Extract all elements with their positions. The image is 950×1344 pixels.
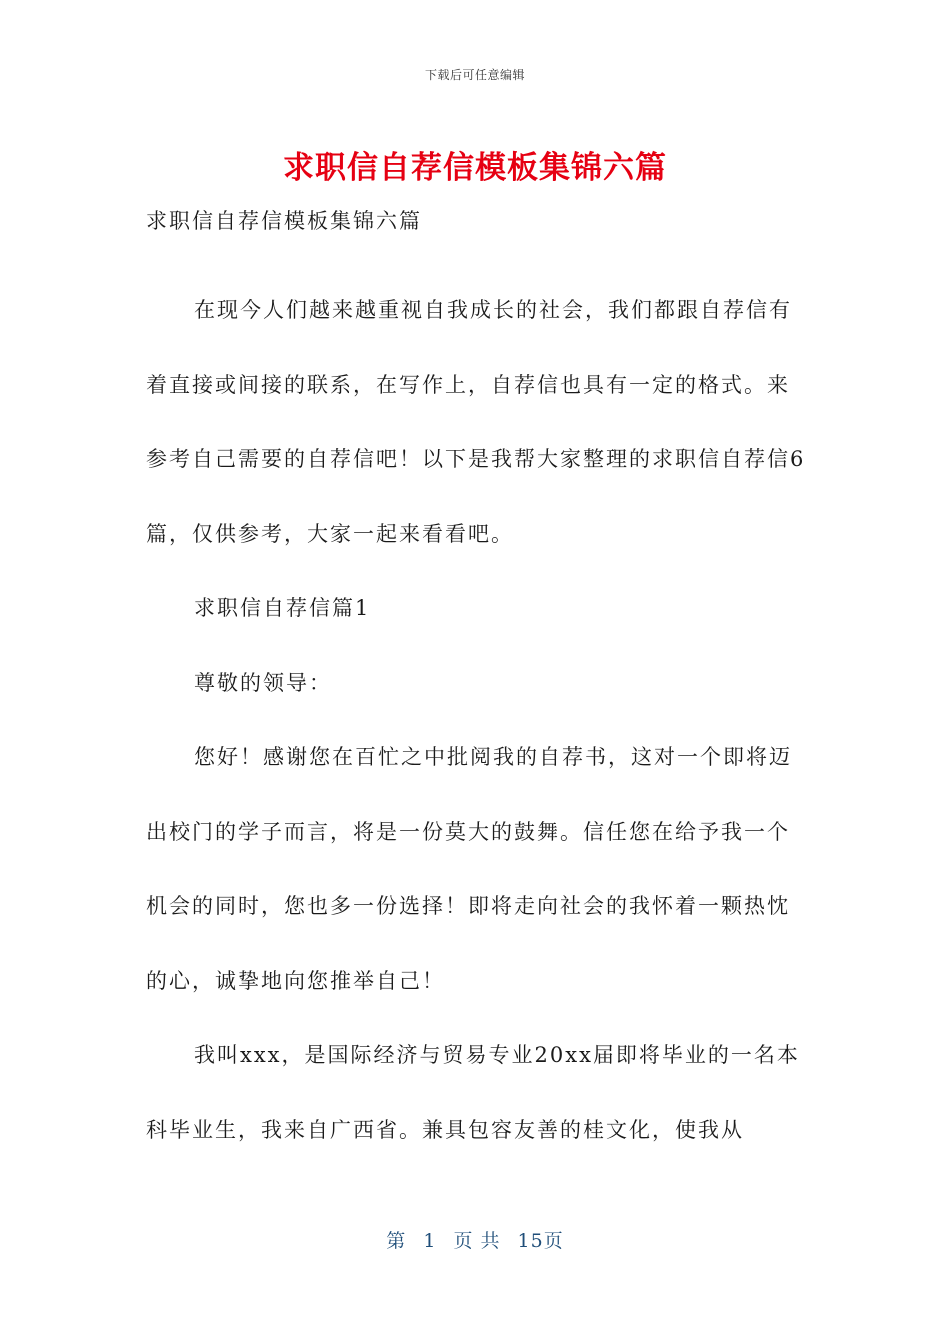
footer-middle: 页 共 bbox=[453, 1230, 501, 1252]
document-subtitle: 求职信自荐信模板集锦六篇 bbox=[146, 209, 422, 233]
salutation: 尊敬的领导： bbox=[194, 670, 332, 695]
section-heading: 求职信自荐信篇1 bbox=[194, 596, 371, 620]
header-note: 下载后可任意编辑 bbox=[424, 68, 525, 82]
paragraph-self-intro: 我叫xxx，是国际经济与贸易专业20xx届即将毕业的一名本科毕业生，我来自广西省。兼具包容友善的桂文化，使我从 bbox=[146, 1043, 800, 1142]
footer-total-pages: 15页 bbox=[517, 1230, 564, 1252]
document-title: 求职信自荐信模板集锦六篇 bbox=[283, 150, 667, 186]
page-footer bbox=[0, 1226, 950, 1253]
footer-prefix: 第 bbox=[386, 1230, 407, 1252]
document-body bbox=[146, 199, 806, 1167]
paragraph-intro: 在现今人们越来越重视自我成长的社会，我们都跟自荐信有着直接或间接的联系，在写作上，自荐信也具有一定的格式。来参考自己需要的自荐信吧！以下是我帮大家整理的求职信自荐信6篇，仅供参考，大家一起来看看吧。 bbox=[146, 298, 806, 546]
paragraph-greeting: 您好！感谢您在百忙之中批阅我的自荐书，这对一个即将迈出校门的学子而言，将是一份莫大的鼓舞。信任您在给予我一个机会的同时，您也多一份选择！即将走向社会的我怀着一颗热忱的心，诚挚地向您推举自己！ bbox=[146, 745, 792, 993]
footer-page-number: 1 bbox=[423, 1230, 437, 1252]
